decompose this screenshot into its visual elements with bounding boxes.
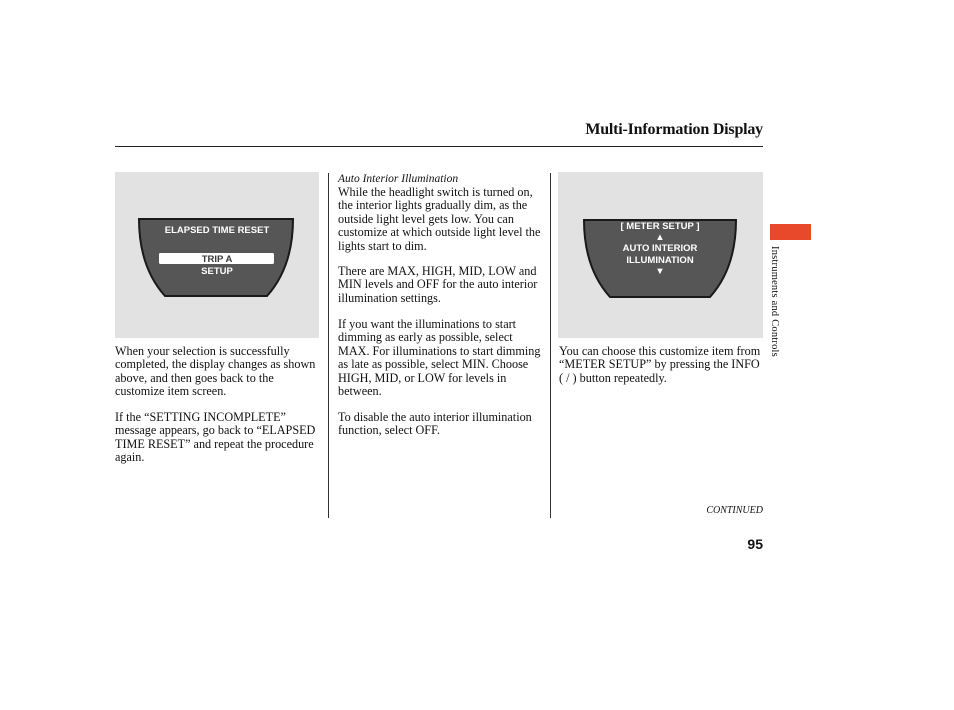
col2-paragraph-1: While the headlight switch is turned on, the interior lights gradually dim, as the outside light level gets low. You can customize at which outside light level the lights start to dim. — [338, 185, 541, 253]
page-title: Multi-Information Display — [585, 121, 763, 138]
subheading-auto-interior-illumination: Auto Interior Illumination — [338, 173, 459, 185]
lcd-line-illumination: ILLUMINATION — [626, 255, 694, 266]
lcd-line-meter-setup: [ METER SETUP ] — [620, 221, 700, 232]
lcd-line-trip-a: TRIP A — [201, 254, 233, 265]
display-illustration-trip-reset — [115, 172, 319, 338]
section-tab-marker — [770, 224, 811, 240]
col1-paragraph-1: When your selection is successfully completed, the display changes as shown above, and then goes back to the customize item screen. — [115, 344, 316, 399]
continued-label: CONTINUED — [706, 505, 763, 516]
section-label-instruments-controls: Instruments and Controls — [769, 246, 780, 357]
col2-paragraph-4: To disable the auto interior illumination function, select OFF. — [338, 410, 532, 438]
col2-paragraph-3: If you want the illuminations to start dimming as early as possible, select MAX. For illuminations to start dimming as late as possible, select MIN. Choose HIGH, MID, or LOW for levels in between. — [338, 317, 541, 399]
page-number: 95 — [747, 536, 763, 552]
col3-paragraph-1: You can choose this customize item from “METER SETUP” by pressing the INFO ( / ) button repeatedly. — [559, 344, 761, 385]
arrow-down-icon: ▼ — [655, 266, 665, 277]
col1-paragraph-2: If the “SETTING INCOMPLETE” message appears, go back to “ELAPSED TIME RESET” and repeat the procedure again. — [115, 410, 316, 465]
column-divider-2 — [550, 173, 551, 518]
display-illustration-meter-setup — [558, 172, 763, 338]
arrow-up-icon: ▲ — [655, 232, 665, 243]
lcd-screen-right — [558, 172, 763, 338]
column-divider-1 — [328, 173, 329, 518]
lcd-line-setup: SETUP — [201, 266, 233, 277]
lcd-screen-left — [115, 172, 319, 338]
lcd-line-elapsed-time-reset: ELAPSED TIME RESET — [164, 225, 270, 236]
header-divider — [115, 146, 763, 147]
lcd-line-auto-interior: AUTO INTERIOR — [622, 243, 698, 254]
col2-paragraph-2: There are MAX, HIGH, MID, LOW and MIN levels and OFF for the auto interior illumination settings. — [338, 264, 538, 305]
